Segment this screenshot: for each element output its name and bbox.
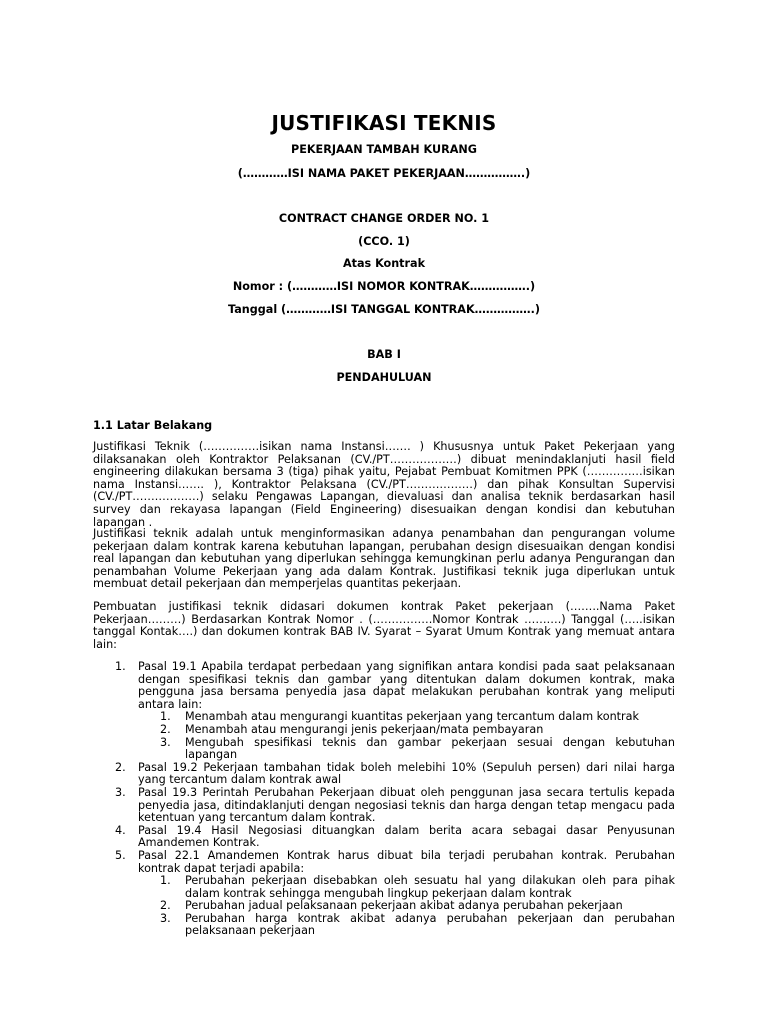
list-item-number: 2. (115, 760, 126, 774)
sub-list-item-number: 2. (160, 722, 171, 736)
paragraph: Pembuatan justifikasi teknik didasari dokumen kontrak Paket pekerjaan (……..Nama Paket Pekerjaan………) Berdasarkan Kontrak Nomor . (…………….Nomor Kontrak ……….) Tanggal (…..isikan tanggal Kontak….) dan dokumen kontrak BAB IV. Syarat – Syarat Umum Kontrak yang memuat antara lain: (93, 600, 675, 651)
package-name: (…………ISI NAMA PAKET PEKERJAAN…………….) (237, 167, 531, 180)
contract-number: Nomor : (…………ISI NOMOR KONTRAK…………….) (232, 280, 536, 293)
list-item-number: 3. (115, 785, 126, 799)
list-item-number: 1. (115, 660, 126, 673)
sub-list-item (138, 737, 675, 762)
sub-list-item-text: Menambah atau mengurangi kuantitas pekerjaan yang tercantum dalam kontrak (185, 710, 639, 724)
list-item (93, 762, 675, 787)
list-item (93, 825, 675, 850)
cco-short: (CCO. 1) (358, 235, 410, 248)
list-item-text: Pasal 19.4 Hasil Negosiasi dituangkan dalam berita acara sebagai dasar Penyusunan Amandemen Kontrak. (138, 823, 675, 850)
chapter-number: BAB I (367, 348, 401, 361)
cco-title: CONTRACT CHANGE ORDER NO. 1 (278, 212, 490, 225)
sub-list-item-text: Perubahan pekerjaan disebabkan oleh sesuatu hal yang dilakukan oleh para pihak dalam kontrak sehingga mengubah lingkup pekerjaan dalam kontrak (185, 874, 675, 900)
article-list (93, 661, 675, 938)
sub-list-item-text: Perubahan harga kontrak akibat adanya perubahan pekerjaan dan perubahan pelaksanaan pekerjaan (185, 911, 675, 938)
list-item (93, 850, 675, 938)
sub-list-item (138, 875, 675, 900)
list-item (93, 787, 675, 825)
list-item-number: 4. (115, 823, 126, 837)
sub-list-item (138, 913, 675, 938)
document-subtitle: PEKERJAAN TAMBAH KURANG (291, 143, 477, 156)
atas-kontrak: Atas Kontrak (342, 257, 426, 270)
sub-list (138, 875, 675, 938)
list-item (93, 661, 675, 762)
section-heading: 1.1 Latar Belakang (93, 419, 213, 432)
contract-date: Tanggal (…………ISI TANGGAL KONTRAK…………….) (228, 303, 540, 316)
sub-list-item-text: Menambah atau mengurangi jenis pekerjaan/mata pembayaran (185, 722, 544, 736)
sub-list-item-number: 1. (160, 874, 171, 888)
sub-list-item-text: Perubahan jadual pelaksanaan pekerjaan akibat adanya perubahan pekerjaan (185, 899, 623, 913)
sub-list-item-number: 3. (160, 911, 171, 925)
sub-list-item-text: Mengubah spesifikasi teknis dan gambar pekerjaan sesuai dengan kebutuhan lapangan (185, 735, 675, 762)
sub-list-item-number: 1. (160, 710, 171, 724)
list-item-text: Pasal 22.1 Amandemen Kontrak harus dibuat bila terjadi perubahan kontrak. Perubahan kontrak dapat terjadi apabila: (138, 848, 675, 875)
document-title: JUSTIFIKASI TEKNIS (271, 111, 497, 135)
list-item-text: Pasal 19.3 Perintah Perubahan Pekerjaan dibuat oleh penggunan jasa secara tertulis kepada penyedia jasa, ditindaklanjuti dengan negosiasi teknis dan harga dengan tetap mengacu pada ketentuan yang tercantum dalam kontrak. (138, 785, 675, 825)
list-item-text: Pasal 19.1 Apabila terdapat perbedaan yang signifikan antara kondisi pada saat pelaksanaan dengan spesifikasi teknis dan gambar yang ditentukan dalam dokumen kontrak, maka pengguna jasa bersama penyedia jasa dapat melakukan perubahan kontrak yang meliputi antara lain: (138, 660, 675, 711)
sub-list-item-number: 3. (160, 735, 171, 749)
paragraph: Justifikasi Teknik (……………isikan nama Instansi……. ) Khususnya untuk Paket Pekerjaan yang dilaksanakan oleh Kontraktor Pelaksanan (CV./PT………………) dibuat menindaklanjuti hasil field engineering dilakukan bersama 3 (tiga) pihak yaitu, Pejabat Pembuat Komitmen PPK (……………isikan nama Instansi……. ), Kontraktor Pelaksana (CV./PT………………) dan pihak Konsultan Supervisi (CV./PT………………) selaku Pengawas Lapangan, dievaluasi dan analisa teknik berdasarkan hasil survey dan rekayasa lapangan (Field Engineering) disesuaikan dengan kondisi dan kebutuhan lapangan . (93, 440, 675, 529)
paragraph: Justifikasi teknik adalah untuk menginformasikan adanya penambahan dan pengurangan volume pekerjaan dalam kontrak karena kebutuhan lapangan, perubahan design disesuaikan dengan kondisi real lapangan dan kebutuhan yang diperlukan sehingga kemungkinan perlu adanya Pengurangan dan penambahan Volume Pekerjaan yang ada dalam Kontrak. Justifikasi teknik juga diperlukan untuk membuat detail pekerjaan dan memperjelas quantitas pekerjaan. (93, 527, 675, 591)
sub-list (138, 711, 675, 761)
list-item-number: 5. (115, 848, 126, 862)
chapter-title: PENDAHULUAN (336, 371, 432, 384)
list-item-text: Pasal 19.2 Pekerjaan tambahan tidak boleh melebihi 10% (Sepuluh persen) dari nilai harga yang tercantum dalam kontrak awal (138, 760, 675, 787)
sub-list-item-number: 2. (160, 899, 171, 913)
